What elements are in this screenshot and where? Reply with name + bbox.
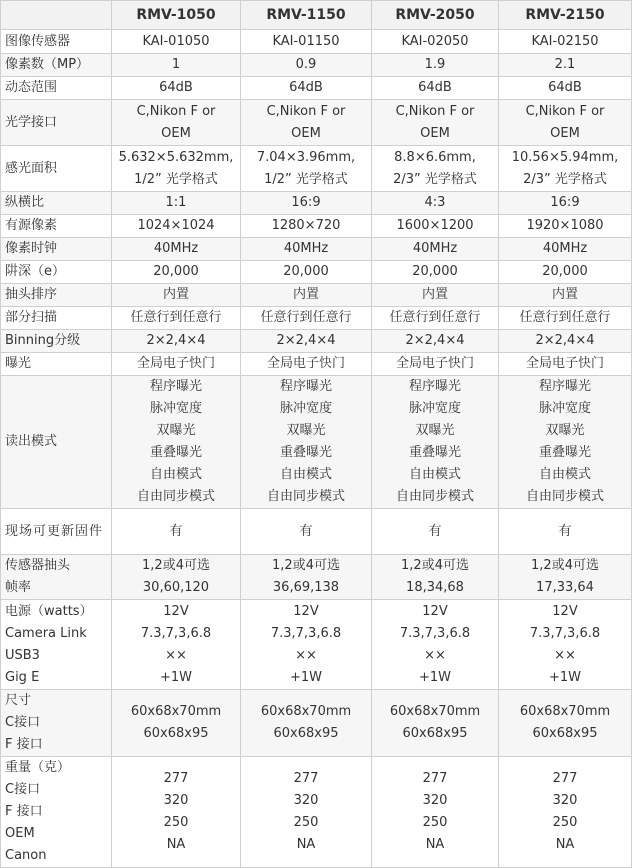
table-row bbox=[1, 376, 632, 509]
spec-value-cell bbox=[499, 555, 632, 600]
spec-value-cell bbox=[499, 146, 632, 192]
spec-value: 1 bbox=[171, 57, 181, 72]
spec-value: 7.04×3.96mm, bbox=[256, 149, 356, 165]
row-label: 纵横比 bbox=[5, 195, 45, 210]
row-label: 尺寸 bbox=[5, 693, 32, 708]
spec-value: 2×2,4×4 bbox=[535, 333, 595, 348]
row-label-cell bbox=[1, 757, 112, 868]
row-label: Binning分级 bbox=[5, 333, 81, 348]
spec-value-cell bbox=[241, 54, 372, 77]
header-model-2: RMV-1150 bbox=[241, 1, 372, 30]
spec-value-cell bbox=[112, 376, 241, 509]
spec-value-cell bbox=[372, 376, 499, 509]
spec-value: 8.8×6.6mm, bbox=[394, 149, 476, 165]
table-row bbox=[1, 77, 632, 100]
spec-value: 250 bbox=[422, 815, 448, 830]
row-label: 传感器抽头 bbox=[5, 558, 71, 573]
row-label-cell bbox=[1, 146, 112, 192]
spec-value: 1,2或4可选 bbox=[401, 558, 469, 573]
spec-value-cell bbox=[499, 509, 632, 555]
spec-value: NA bbox=[425, 837, 445, 852]
spec-value: C,Nikon F or bbox=[136, 103, 216, 119]
row-label-cell bbox=[1, 284, 112, 307]
row-label-cell bbox=[1, 555, 112, 600]
spec-value: 12V bbox=[422, 603, 448, 619]
spec-value: 20,000 bbox=[153, 264, 199, 279]
spec-value: 任意行到任意行 bbox=[389, 310, 481, 325]
spec-value: 17,33,64 bbox=[536, 580, 594, 595]
row-label-cell bbox=[1, 100, 112, 146]
spec-value: 1,2或4可选 bbox=[272, 558, 340, 573]
spec-value: 5.632×5.632mm, bbox=[118, 149, 234, 165]
row-label: 像素数（MP） bbox=[5, 57, 90, 72]
spec-value-cell bbox=[241, 307, 372, 330]
spec-value-cell bbox=[112, 146, 241, 192]
table-row bbox=[1, 353, 632, 376]
spec-value: 任意行到任意行 bbox=[519, 310, 611, 325]
spec-value: 1024×1024 bbox=[137, 218, 215, 233]
table-row bbox=[1, 100, 632, 146]
row-label: 读出模式 bbox=[5, 434, 58, 449]
spec-value: ×× bbox=[295, 647, 317, 663]
spec-value: 250 bbox=[552, 815, 578, 830]
table-row bbox=[1, 757, 632, 868]
spec-value-cell bbox=[499, 600, 632, 690]
spec-value: 内置 bbox=[421, 287, 448, 302]
spec-value-cell bbox=[372, 353, 499, 376]
spec-value: 重叠曝光 bbox=[279, 445, 332, 460]
spec-value-cell bbox=[112, 215, 241, 238]
spec-value: 1/2” 光学格式 bbox=[264, 171, 348, 187]
row-label: 帧率 bbox=[5, 580, 32, 595]
spec-value-cell bbox=[112, 284, 241, 307]
row-label: OEM bbox=[5, 826, 35, 841]
spec-value-cell bbox=[112, 100, 241, 146]
table-row bbox=[1, 54, 632, 77]
spec-value-cell bbox=[499, 238, 632, 261]
row-label-cell bbox=[1, 54, 112, 77]
spec-value: 64dB bbox=[289, 80, 323, 95]
spec-value-cell bbox=[372, 238, 499, 261]
spec-value-cell bbox=[499, 330, 632, 353]
spec-value-cell bbox=[112, 690, 241, 757]
row-label: 电源（watts） bbox=[5, 603, 93, 619]
spec-value: 1600×1200 bbox=[396, 218, 474, 233]
row-label: 图像传感器 bbox=[5, 33, 71, 49]
spec-value: 自由同步模式 bbox=[525, 489, 604, 504]
spec-value: 250 bbox=[163, 815, 189, 830]
row-label: 阱深（e） bbox=[5, 264, 65, 279]
spec-value-cell bbox=[372, 30, 499, 54]
spec-value-cell bbox=[372, 690, 499, 757]
spec-value: 脉冲宽度 bbox=[279, 401, 332, 416]
spec-value-cell bbox=[112, 192, 241, 215]
spec-value-cell bbox=[112, 509, 241, 555]
spec-value: 250 bbox=[293, 815, 319, 830]
spec-value: 2×2,4×4 bbox=[405, 333, 465, 348]
table-row bbox=[1, 192, 632, 215]
row-label-cell bbox=[1, 192, 112, 215]
spec-value: 7.3,7,3,6.8 bbox=[529, 625, 601, 641]
table-row bbox=[1, 600, 632, 690]
spec-value: 全局电子快门 bbox=[266, 356, 345, 371]
row-label-cell bbox=[1, 215, 112, 238]
row-label-cell bbox=[1, 330, 112, 353]
spec-value: 自由同步模式 bbox=[395, 489, 474, 504]
spec-value: 自由同步模式 bbox=[266, 489, 345, 504]
spec-value: C,Nikon F or bbox=[266, 103, 346, 119]
spec-value-cell bbox=[372, 261, 499, 284]
spec-value-cell bbox=[372, 757, 499, 868]
spec-value-cell bbox=[372, 54, 499, 77]
spec-value: OEM bbox=[291, 125, 321, 141]
spec-value: 自由模式 bbox=[538, 467, 591, 482]
row-label-cell bbox=[1, 261, 112, 284]
table-row bbox=[1, 146, 632, 192]
spec-value: 64dB bbox=[159, 80, 193, 95]
spec-value-cell bbox=[241, 146, 372, 192]
spec-value-cell bbox=[372, 215, 499, 238]
header-model-1: RMV-1050 bbox=[112, 1, 241, 30]
row-label-cell bbox=[1, 509, 112, 555]
spec-value: KAI-02050 bbox=[401, 33, 469, 49]
spec-value: 7.3,7,3,6.8 bbox=[140, 625, 212, 641]
table-row bbox=[1, 30, 632, 54]
spec-value-cell bbox=[372, 100, 499, 146]
spec-value-cell bbox=[112, 307, 241, 330]
spec-value-cell bbox=[112, 54, 241, 77]
spec-value: 1:1 bbox=[165, 195, 187, 210]
spec-value: ×× bbox=[554, 647, 576, 663]
spec-value: NA bbox=[166, 837, 186, 852]
spec-value: 双曝光 bbox=[286, 423, 326, 438]
spec-value: 任意行到任意行 bbox=[260, 310, 352, 325]
spec-value-cell bbox=[112, 555, 241, 600]
spec-value-cell bbox=[241, 555, 372, 600]
spec-value: 内置 bbox=[292, 287, 319, 302]
spec-value-cell bbox=[372, 146, 499, 192]
spec-value-cell bbox=[241, 509, 372, 555]
spec-value: 20,000 bbox=[542, 264, 588, 279]
header-cell-blank bbox=[1, 1, 112, 30]
spec-value-cell bbox=[499, 284, 632, 307]
spec-value: 程序曝光 bbox=[408, 379, 461, 394]
spec-value: C,Nikon F or bbox=[525, 103, 605, 119]
header-row bbox=[1, 1, 632, 30]
spec-value: 40MHz bbox=[412, 241, 458, 256]
spec-value-cell bbox=[241, 100, 372, 146]
spec-value: 全局电子快门 bbox=[395, 356, 474, 371]
spec-value: 脉冲宽度 bbox=[408, 401, 461, 416]
spec-value: 自由同步模式 bbox=[136, 489, 215, 504]
spec-value-cell bbox=[499, 30, 632, 54]
spec-value: 12V bbox=[552, 603, 578, 619]
table-row bbox=[1, 555, 632, 600]
spec-value: 60x68x70mm bbox=[130, 704, 222, 719]
spec-value: 全局电子快门 bbox=[136, 356, 215, 371]
row-label: C接口 bbox=[5, 782, 41, 797]
row-label: 有源像素 bbox=[5, 218, 58, 233]
row-label: 重量（克） bbox=[5, 760, 71, 775]
spec-value: 20,000 bbox=[412, 264, 458, 279]
row-label: 动态范围 bbox=[5, 80, 58, 95]
row-label: C接口 bbox=[5, 715, 41, 730]
spec-value: C,Nikon F or bbox=[395, 103, 475, 119]
table-row bbox=[1, 330, 632, 353]
spec-value: 16:9 bbox=[291, 195, 321, 210]
spec-value: 有 bbox=[428, 523, 442, 539]
row-label: 光学接口 bbox=[5, 114, 58, 130]
spec-value: 双曝光 bbox=[156, 423, 196, 438]
spec-value-cell bbox=[241, 77, 372, 100]
spec-value: 64dB bbox=[548, 80, 582, 95]
row-label-cell bbox=[1, 353, 112, 376]
row-label: F 接口 bbox=[5, 737, 43, 752]
spec-value: 1920×1080 bbox=[526, 218, 604, 233]
spec-value-cell bbox=[499, 307, 632, 330]
table-row bbox=[1, 284, 632, 307]
spec-value: 自由模式 bbox=[279, 467, 332, 482]
row-label: 像素时钟 bbox=[5, 241, 58, 256]
spec-value-cell bbox=[112, 30, 241, 54]
spec-value: 自由模式 bbox=[149, 467, 202, 482]
spec-value: ×× bbox=[424, 647, 446, 663]
spec-value-cell bbox=[499, 100, 632, 146]
header-model-3: RMV-2050 bbox=[372, 1, 499, 30]
row-label: Canon bbox=[5, 848, 47, 863]
spec-value-cell bbox=[112, 261, 241, 284]
row-label: USB3 bbox=[5, 647, 40, 663]
row-label-cell bbox=[1, 690, 112, 757]
spec-value: OEM bbox=[420, 125, 450, 141]
spec-value: 320 bbox=[422, 793, 448, 808]
spec-value: 1,2或4可选 bbox=[142, 558, 210, 573]
table-row bbox=[1, 509, 632, 555]
spec-value-cell bbox=[241, 238, 372, 261]
spec-value: 4:3 bbox=[424, 195, 446, 210]
spec-value: ×× bbox=[165, 647, 187, 663]
spec-value: 277 bbox=[163, 771, 189, 786]
spec-value: 重叠曝光 bbox=[408, 445, 461, 460]
row-label-cell bbox=[1, 376, 112, 509]
spec-value: NA bbox=[555, 837, 575, 852]
table-row bbox=[1, 690, 632, 757]
spec-value: 7.3,7,3,6.8 bbox=[270, 625, 342, 641]
spec-value: 内置 bbox=[551, 287, 578, 302]
table-row bbox=[1, 238, 632, 261]
spec-value-cell bbox=[372, 600, 499, 690]
spec-value: 320 bbox=[552, 793, 578, 808]
spec-value-cell bbox=[241, 757, 372, 868]
spec-value: 全局电子快门 bbox=[525, 356, 604, 371]
row-label: Camera Link bbox=[5, 625, 87, 641]
spec-value: OEM bbox=[161, 125, 191, 141]
spec-value: 64dB bbox=[418, 80, 452, 95]
spec-value: 程序曝光 bbox=[538, 379, 591, 394]
spec-value-cell bbox=[372, 77, 499, 100]
spec-value: 2.1 bbox=[554, 57, 576, 72]
spec-value: +1W bbox=[289, 669, 323, 685]
spec-value: 40MHz bbox=[283, 241, 329, 256]
spec-value: 60x68x70mm bbox=[519, 704, 611, 719]
spec-value-cell bbox=[241, 261, 372, 284]
spec-value: 60x68x95 bbox=[143, 726, 209, 741]
spec-table-body bbox=[1, 30, 632, 868]
spec-value: OEM bbox=[550, 125, 580, 141]
row-label-cell bbox=[1, 30, 112, 54]
spec-value: 有 bbox=[169, 523, 183, 539]
spec-value-cell bbox=[241, 215, 372, 238]
spec-value: 7.3,7,3,6.8 bbox=[399, 625, 471, 641]
spec-value: +1W bbox=[159, 669, 193, 685]
spec-value: +1W bbox=[418, 669, 452, 685]
row-label: 现场可更新固件 bbox=[5, 523, 104, 539]
header-model-4: RMV-2150 bbox=[499, 1, 632, 30]
row-label: Gig E bbox=[5, 669, 40, 685]
spec-value-cell bbox=[241, 690, 372, 757]
spec-value-cell bbox=[112, 330, 241, 353]
spec-value-cell bbox=[241, 353, 372, 376]
spec-value: 60x68x70mm bbox=[260, 704, 352, 719]
spec-value: 脉冲宽度 bbox=[149, 401, 202, 416]
spec-value-cell bbox=[499, 353, 632, 376]
spec-value: +1W bbox=[548, 669, 582, 685]
spec-value: 60x68x95 bbox=[273, 726, 339, 741]
spec-value: 脉冲宽度 bbox=[538, 401, 591, 416]
spec-value-cell bbox=[112, 353, 241, 376]
spec-value-cell bbox=[499, 261, 632, 284]
spec-value: KAI-01050 bbox=[142, 33, 210, 49]
spec-value: 1280×720 bbox=[271, 218, 341, 233]
spec-value: 双曝光 bbox=[415, 423, 455, 438]
spec-value: 30,60,120 bbox=[142, 580, 210, 595]
row-label: 感光面积 bbox=[5, 160, 58, 176]
spec-value: 双曝光 bbox=[545, 423, 585, 438]
spec-value-cell bbox=[499, 77, 632, 100]
spec-value-cell bbox=[112, 600, 241, 690]
spec-value: 任意行到任意行 bbox=[130, 310, 222, 325]
spec-value-cell bbox=[372, 307, 499, 330]
spec-value-cell bbox=[499, 757, 632, 868]
spec-value: 2×2,4×4 bbox=[276, 333, 336, 348]
spec-value-cell bbox=[241, 376, 372, 509]
spec-value-cell bbox=[499, 376, 632, 509]
spec-value-cell bbox=[241, 600, 372, 690]
spec-value-cell bbox=[372, 555, 499, 600]
row-label: F 接口 bbox=[5, 804, 43, 819]
spec-value: 320 bbox=[163, 793, 189, 808]
spec-value-cell bbox=[112, 77, 241, 100]
spec-value-cell bbox=[499, 54, 632, 77]
spec-value: 内置 bbox=[162, 287, 189, 302]
spec-value-cell bbox=[241, 284, 372, 307]
spec-value: 60x68x95 bbox=[402, 726, 468, 741]
spec-value: 重叠曝光 bbox=[538, 445, 591, 460]
spec-value: 20,000 bbox=[283, 264, 329, 279]
spec-value: 36,69,138 bbox=[272, 580, 340, 595]
spec-value: 12V bbox=[163, 603, 189, 619]
row-label: 曝光 bbox=[5, 356, 32, 371]
spec-value: 40MHz bbox=[153, 241, 199, 256]
spec-value-cell bbox=[372, 192, 499, 215]
spec-value-cell bbox=[499, 690, 632, 757]
row-label: 抽头排序 bbox=[5, 287, 58, 302]
spec-value: 10.56×5.94mm, bbox=[511, 149, 619, 165]
spec-value: 1,2或4可选 bbox=[531, 558, 599, 573]
spec-value-cell bbox=[372, 330, 499, 353]
spec-value: 60x68x95 bbox=[532, 726, 598, 741]
spec-value: 1/2” 光学格式 bbox=[134, 171, 218, 187]
spec-value: 1.9 bbox=[424, 57, 446, 72]
spec-value: 18,34,68 bbox=[406, 580, 464, 595]
row-label-cell bbox=[1, 77, 112, 100]
spec-value: KAI-02150 bbox=[531, 33, 599, 49]
spec-value: 277 bbox=[293, 771, 319, 786]
spec-value-cell bbox=[241, 192, 372, 215]
spec-value: 0.9 bbox=[295, 57, 317, 72]
spec-value: 2/3” 光学格式 bbox=[393, 171, 477, 187]
row-label-cell bbox=[1, 307, 112, 330]
spec-value: 277 bbox=[552, 771, 578, 786]
spec-value-cell bbox=[112, 757, 241, 868]
spec-value: 12V bbox=[293, 603, 319, 619]
table-row bbox=[1, 307, 632, 330]
spec-value-cell bbox=[241, 330, 372, 353]
spec-value-cell bbox=[499, 215, 632, 238]
spec-value: 60x68x70mm bbox=[389, 704, 481, 719]
row-label-cell bbox=[1, 238, 112, 261]
spec-value-cell bbox=[499, 192, 632, 215]
table-row bbox=[1, 261, 632, 284]
spec-value: 有 bbox=[558, 523, 572, 539]
spec-value: KAI-01150 bbox=[272, 33, 340, 49]
spec-value: 40MHz bbox=[542, 241, 588, 256]
spec-value-cell bbox=[241, 30, 372, 54]
spec-value-cell bbox=[372, 509, 499, 555]
spec-value-cell bbox=[112, 238, 241, 261]
row-label-cell bbox=[1, 600, 112, 690]
spec-value: 277 bbox=[422, 771, 448, 786]
spec-value: 16:9 bbox=[550, 195, 580, 210]
spec-value: 有 bbox=[299, 523, 313, 539]
spec-value: 2×2,4×4 bbox=[146, 333, 206, 348]
row-label: 部分扫描 bbox=[5, 310, 58, 325]
spec-value: NA bbox=[296, 837, 316, 852]
spec-value: 程序曝光 bbox=[149, 379, 202, 394]
spec-value: 320 bbox=[293, 793, 319, 808]
table-row bbox=[1, 215, 632, 238]
spec-value: 重叠曝光 bbox=[149, 445, 202, 460]
spec-value: 2/3” 光学格式 bbox=[523, 171, 607, 187]
spec-value-cell bbox=[372, 284, 499, 307]
spec-value: 自由模式 bbox=[408, 467, 461, 482]
spec-value: 程序曝光 bbox=[279, 379, 332, 394]
